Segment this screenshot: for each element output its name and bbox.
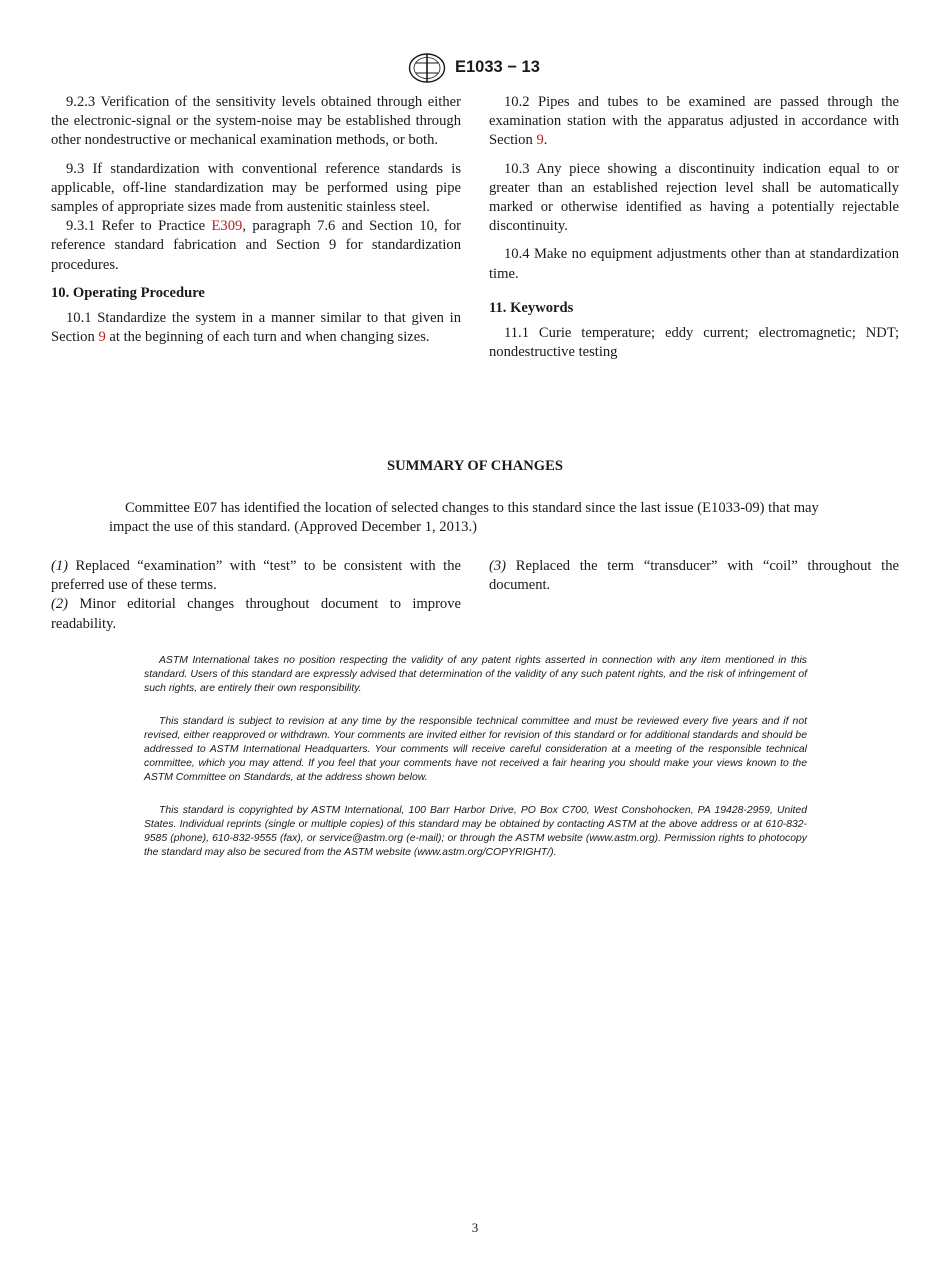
change-text: Replaced the term “transducer” with “coil” throughout the document. xyxy=(489,558,899,594)
page-number: 3 xyxy=(471,1220,479,1235)
paragraph-10-3: 10.3 Any piece showing a discontinuity indication equal to or greater than an established rejection level shall be automatically marked or otherwise identified as having a potentially rejectable discontinuity. xyxy=(489,160,899,235)
change-number: (3) xyxy=(489,558,507,574)
section-9-link[interactable]: 9 xyxy=(98,329,106,346)
change-item xyxy=(51,595,461,633)
astm-logo-icon xyxy=(408,53,446,83)
change-number: (2) xyxy=(51,596,69,613)
change-text: Minor editorial changes throughout document to improve readability. xyxy=(51,596,461,632)
section-9-link[interactable]: 9 xyxy=(536,132,544,149)
paragraph-10-2 xyxy=(489,93,899,151)
left-column xyxy=(51,93,461,347)
summary-of-changes-title: SUMMARY OF CHANGES xyxy=(387,458,563,474)
paragraph-text: . xyxy=(543,132,548,149)
paragraph-10-1 xyxy=(51,309,461,347)
paragraph-9-2-3: 9.2.3 Verification of the sensitivity levels obtained through either the electronic-signal or the system-noise may be established through other nondestructive or mechanical examination methods, or both. xyxy=(51,94,461,149)
paragraph-text: 10.2 Pipes and tubes to be examined are passed through the examination station with the apparatus adjusted in accordance with Section xyxy=(489,94,899,149)
change-item xyxy=(489,557,899,595)
change-number: (1) xyxy=(51,558,69,574)
standard-designation: E1033 − 13 xyxy=(455,58,540,76)
copyright-notice: This standard is copyrighted by ASTM International, 100 Barr Harbor Drive, PO Box C700, West Conshohocken, PA 19428-2959, United States. Individual reprints (single or multiple copies) of this standard may be obtained by contacting ASTM at the above address or at 610-832-9585 (phone), 610-832-9555 (fax), or service@astm.org (e-mail); or through the ASTM website (www.astm.org). Permission rights to photocopy the standard may also be secured from the ASTM website (www.astm.org/COPYRIGHT/). xyxy=(144,805,807,858)
paragraph-9-3: 9.3 If standardization with conventional reference standards is applicable, off-line standardization may be performed using pipe samples of appropriate sizes made from austenitic stainless steel. xyxy=(51,160,461,216)
patent-notice: ASTM International takes no position respecting the validity of any patent rights asserted in connection with any item mentioned in this standard. Users of this standard are expressly advised that determination of the validity of any such patent rights, and the risk of infringement of such rights, are entirely their own responsibility. xyxy=(144,655,807,694)
revision-notice: This standard is subject to revision at any time by the responsible technical committee and must be reviewed every five years and if not revised, either reapproved or withdrawn. Your comments are invited either for revision of this standard or for additional standards and should be addressed to ASTM International Headquarters. Your comments will receive careful consideration at a meeting of the responsible technical committee, which you may attend. If you feel that your comments have not received a fair hearing you should make your views known to the ASTM Committee on Standards, at the address shown below. xyxy=(144,716,807,783)
paragraph-text: at the beginning of each turn and when changing sizes. xyxy=(105,329,430,346)
paragraph-10-4: 10.4 Make no equipment adjustments other than at standardization time. xyxy=(489,246,899,282)
change-item xyxy=(51,557,461,595)
summary-intro: Committee E07 has identified the location of selected changes to this standard since the last issue (E1033-09) that may impact the use of this standard. (Approved December 1, 2013.) xyxy=(109,500,819,536)
change-text: Replaced “examination” with “test” to be consistent with the preferred use of these terms. xyxy=(51,558,461,594)
page-header xyxy=(0,53,950,85)
changes-right-column xyxy=(489,557,899,595)
paragraph-11-1: 11.1 Curie temperature; eddy current; electromagnetic; NDT; nondestructive testing xyxy=(489,325,899,361)
practice-e309-link[interactable]: E309 xyxy=(211,218,243,235)
paragraph-text: , paragraph 7.6 and Section 10, for reference standard fabrication and Section 9 for standardization procedures. xyxy=(51,218,461,273)
paragraph-9-3-1 xyxy=(51,217,461,275)
section-11-heading: 11. Keywords xyxy=(489,299,574,316)
right-column xyxy=(489,93,899,362)
section-10-heading: 10. Operating Procedure xyxy=(51,284,205,301)
paragraph-text: 10.1 Standardize the system in a manner similar to that given in Section xyxy=(51,310,461,346)
changes-left-column xyxy=(51,557,461,634)
paragraph-text: 9.3.1 Refer to Practice xyxy=(66,218,212,235)
